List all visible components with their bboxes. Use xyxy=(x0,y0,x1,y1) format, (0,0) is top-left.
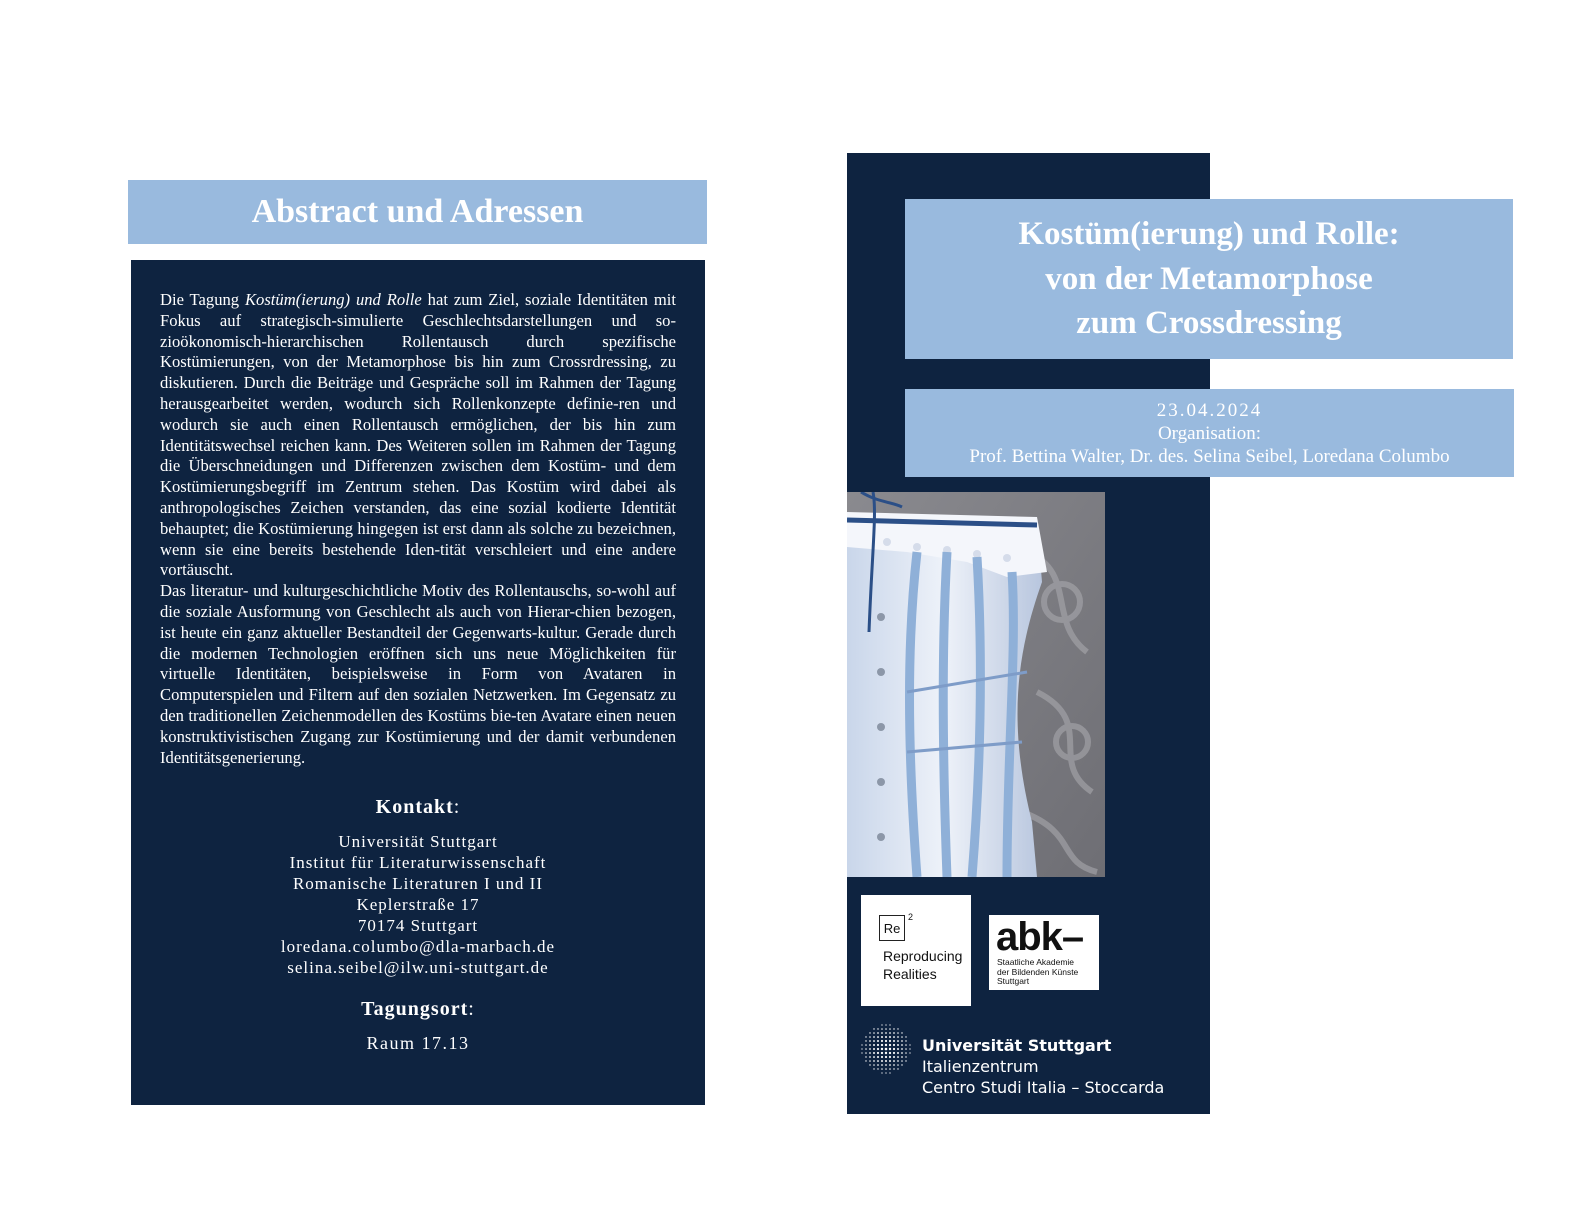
university-line-2: Italienzentrum xyxy=(922,1057,1039,1076)
re-line-2: Realities xyxy=(883,966,937,982)
abk-subtitle-line: Staatliche Akademie xyxy=(997,957,1075,967)
university-name: Universität Stuttgart xyxy=(922,1036,1112,1055)
contact-email-columbo[interactable]: loredana.columbo@dla-marbach.de xyxy=(280,937,556,956)
abstract-paragraph-2: Das literatur- und kulturgeschichtliche Motiv des Rollentauschs, so-wohl auf die soziale Ausformung von Geschlecht als auch von Hierar-chien bezogen, ist heute ein ganz aktueller Bestandteil der Gegenwarts-kultur. Gerade durch die modernen Technologien eröffnen sich uns neue Möglichkeiten für virtuelle Identitäten, beispielsweise in Form von Avataren in Computerspielen und Filtern auf den sozialen Netzwerken. Im Gegensatz zu den traditionellen Zeichenmodellen des Kostüms bie-ten Avatare einen neuen konstruktivistischen Zugang zur Kostümierung und der damit verbundenen Identitätsgenerierung. xyxy=(160,581,676,767)
university-wordmark xyxy=(922,1035,1164,1098)
abstract-heading: Abstract und Adressen xyxy=(251,193,584,230)
conference-title-box xyxy=(905,199,1513,359)
abstract-panel xyxy=(131,260,705,1105)
conference-title-italic: Kostüm(ierung) und Rolle xyxy=(244,290,422,309)
abstract-paragraph-1 xyxy=(160,290,676,581)
contact-email-seibel[interactable]: selina.seibel@ilw.uni-stuttgart.de xyxy=(287,958,549,977)
venue-heading-text: Tagungsort xyxy=(361,998,469,1020)
contact-heading-text: Kontakt xyxy=(375,796,454,818)
corset-photo xyxy=(847,492,1105,877)
re-wordmark xyxy=(883,947,962,983)
organisers: Prof. Bettina Walter, Dr. des. Selina Seibel, Loredana Columbo xyxy=(969,445,1450,467)
abk-wordmark: abk– xyxy=(996,915,1084,959)
conference-date: 23.04.2024 xyxy=(1156,399,1263,421)
university-line-3: Centro Studi Italia – Stoccarda xyxy=(922,1078,1165,1097)
abk-subtitle-line: Stuttgart xyxy=(997,976,1030,986)
re-badge: Re xyxy=(879,915,905,941)
contact-line: Romanische Literaturen I und II xyxy=(292,874,544,893)
abstract-heading-banner xyxy=(128,180,707,244)
date-organisation-box xyxy=(905,389,1514,477)
abk-subtitle xyxy=(997,958,1078,987)
abstract-prefix: Die Tagung xyxy=(160,290,245,309)
contact-line: Institut für Literaturwissenschaft xyxy=(289,853,547,872)
contact-line: Keplerstraße 17 xyxy=(356,895,480,914)
re-line-1: Reproducing xyxy=(883,948,963,964)
organisation-label: Organisation: xyxy=(1157,422,1262,444)
contact-line: 70174 Stuttgart xyxy=(357,916,479,935)
university-dot-logo-icon xyxy=(860,1023,912,1075)
abstract-paragraph-1-text: hat zum Ziel, soziale Identitäten mit Fokus auf strategisch-simulierte Geschlechtsdarstellungen und so-zioökonomisch-hierarchischen Rollentausch durch spezifische Kostümierungen, von der Metamorphose bis hin zum Crossrdressing, zu diskutieren. Durch die Beiträge und Gespräche soll im Rahmen der Tagung herausgearbeitet werden, wodurch sich Rollenkonzepte definie-ren und wodurch sie auch einen Rollentausch ermöglichen, der bis hin zum Identitätswechsel reichen kann. Des Weiteren sollen im Rahmen der Tagung die Überschneidungen und Differenzen zwischen dem Kostüm- und dem Kostümierungsbegriff im Zentrum stehen. Das Kostüm wird dabei als anthropologisches Zeichen verstanden, das eine sozial kodierte Identität behauptet; die Kostümierung hingegen ist erst dann als solche zu bezeichnen, wenn sie eine bereits bestehende Iden-tität verschleiert und eine andere vortäuscht. xyxy=(160,290,676,580)
abk-logo xyxy=(989,915,1099,990)
contact-line: Universität Stuttgart xyxy=(338,832,498,851)
conference-title-line-2: von der Metamorphose xyxy=(1045,260,1373,297)
abstract-text xyxy=(160,290,676,768)
contact-heading: Kontakt: xyxy=(375,796,461,818)
venue-room: Raum 17.13 xyxy=(366,1033,470,1053)
re-superscript: 2 xyxy=(908,912,914,922)
conference-title-line-1: Kostüm(ierung) und Rolle: xyxy=(1018,216,1400,253)
reproducing-realities-logo xyxy=(861,895,971,1006)
venue-heading: Tagungsort: xyxy=(361,998,475,1020)
conference-title-line-3: zum Crossdressing xyxy=(1076,305,1342,342)
contact-section xyxy=(131,796,705,1054)
abk-subtitle-line: der Bildenden Künste xyxy=(997,966,1079,977)
